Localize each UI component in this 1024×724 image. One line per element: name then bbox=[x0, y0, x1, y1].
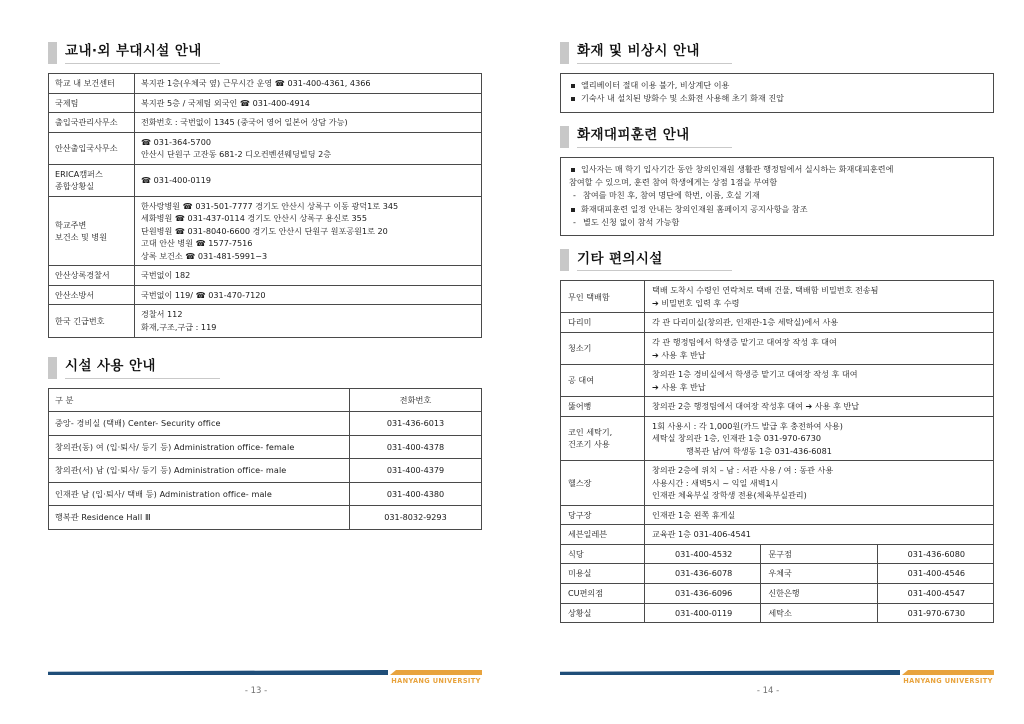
value-line: 화재,구조,구급 : 119 bbox=[141, 321, 217, 332]
amenity-name: 문구점 bbox=[761, 544, 877, 564]
table-row bbox=[49, 506, 482, 530]
right-page bbox=[512, 0, 1024, 724]
amenity-name: 상황실 bbox=[561, 603, 645, 623]
row-value bbox=[135, 196, 482, 266]
notice-bullet: 화재대피훈련 일정 안내는 창의인재원 홈페이지 공지사항을 참조 bbox=[569, 203, 985, 216]
table-row bbox=[561, 564, 994, 584]
notice-subitem: - 참여를 마친 후, 참여 명단에 학번, 이름, 호실 기재 bbox=[569, 189, 985, 202]
value-line: ➔ 비밀번호 입력 후 수령 bbox=[652, 297, 740, 308]
amenity-name: 세탁소 bbox=[761, 603, 877, 623]
amenity-name: 우체국 bbox=[761, 564, 877, 584]
section-title: 화재대피훈련 안내 bbox=[577, 128, 732, 148]
row-value: 복지관 5층 / 국제팀 외국인 ☎ 031-400-4914 bbox=[135, 93, 482, 113]
university-logo: HANYANG UNIVERSITY bbox=[391, 677, 481, 685]
table-row bbox=[49, 266, 482, 286]
heading-bar-icon bbox=[560, 126, 569, 148]
row-label: 학교 내 보건센터 bbox=[49, 74, 135, 94]
value-line: 경찰서 112 bbox=[141, 309, 183, 320]
usage-name: 창의관(서) 남 (입·퇴사/ 등기 등) Administration office- male bbox=[49, 459, 350, 483]
row-label: 안산출입국사무소 bbox=[49, 132, 135, 164]
left-page-footer bbox=[0, 658, 512, 724]
value-line: 행복관 남/여 학생동 1층 031-436-6081 bbox=[686, 445, 832, 456]
row-label: 한국 긴급번호 bbox=[49, 305, 135, 337]
value-line: 창의관 1층 경비실에서 학생증 맡기고 대여장 작성 후 대여 bbox=[652, 369, 858, 380]
footer-orange-bar bbox=[902, 670, 994, 675]
value-line: 상록 보건소 ☎ 031-481-5991−3 bbox=[141, 250, 268, 261]
row-value: 창의관 2층 행정팀에서 대여장 작성후 대여 ➔ 사용 후 반납 bbox=[645, 397, 994, 417]
row-label: 국제팀 bbox=[49, 93, 135, 113]
row-value: 전화번호 : 국번없이 1345 (중국어 영어 일본어 상담 가능) bbox=[135, 113, 482, 133]
row-value bbox=[645, 365, 994, 397]
row-label: 다리미 bbox=[561, 313, 645, 333]
section-title: 교내·외 부대시설 안내 bbox=[65, 44, 220, 64]
amenity-phone: 031-400-0119 bbox=[645, 603, 761, 623]
footer-orange-bar bbox=[390, 670, 482, 675]
notice-bullet: 기숙사 내 설치된 방화수 및 소화전 사용해 초기 화재 진압 bbox=[569, 92, 985, 105]
usage-phone: 031-436-6013 bbox=[350, 412, 482, 436]
amenity-name: CU편의점 bbox=[561, 583, 645, 603]
usage-name: 인재관 남 (입·퇴사/ 택배 등) Administration office- male bbox=[49, 482, 350, 506]
amenity-phone: 031-400-4532 bbox=[645, 544, 761, 564]
table-row bbox=[561, 525, 994, 545]
row-value bbox=[645, 281, 994, 313]
section-heading-other-amenities bbox=[560, 249, 994, 271]
value-line: 창의관 2층에 위치 – 남 : 서관 사용 / 여 : 동관 사용 bbox=[652, 465, 834, 476]
university-logo: HANYANG UNIVERSITY bbox=[903, 677, 993, 685]
table-row bbox=[561, 603, 994, 623]
value-line: 사용시간 : 새벽5시 ~ 익일 새벽1시 bbox=[652, 477, 779, 488]
value-line: 각 관 행정팀에서 학생증 맡기고 대여장 작성 후 대여 bbox=[652, 337, 837, 347]
section-heading-campus-facilities bbox=[48, 42, 482, 64]
row-value: 각 관 다리미실(창의관, 인재관-1층 세탁실)에서 사용 bbox=[645, 313, 994, 333]
footer-rule bbox=[560, 670, 994, 675]
spacer bbox=[48, 338, 482, 357]
section-heading-fire-drill bbox=[560, 126, 994, 148]
label-line: 코인 세탁기, bbox=[568, 426, 613, 437]
section-heading-fire-emergency bbox=[560, 42, 994, 64]
table-row bbox=[561, 544, 994, 564]
table-row bbox=[49, 482, 482, 506]
row-label: 뚫어뻥 bbox=[561, 397, 645, 417]
section-title: 시설 사용 안내 bbox=[65, 359, 220, 379]
table-row bbox=[561, 281, 994, 313]
row-value: 인재관 1층 왼쪽 휴게실 bbox=[645, 505, 994, 525]
usage-phone: 031-400-4379 bbox=[350, 459, 482, 483]
value-line: ➔ 사용 후 반납 bbox=[652, 349, 706, 360]
table-row bbox=[49, 196, 482, 266]
amenity-phone: 031-970-6730 bbox=[877, 603, 993, 623]
other-amenities-table bbox=[560, 280, 994, 623]
notice-bullet: 입사자는 매 학기 입사기간 동안 창의인재원 생활관 행정팀에서 실시하는 화재대피훈련에 bbox=[569, 163, 985, 176]
row-value bbox=[645, 416, 994, 461]
usage-phone: 031-400-4380 bbox=[350, 482, 482, 506]
row-value bbox=[645, 333, 994, 365]
usage-name: 중앙- 경비실 (택배) Center- Security office bbox=[49, 412, 350, 436]
amenity-name: 신한은행 bbox=[761, 583, 877, 603]
row-label: 무인 택배함 bbox=[561, 281, 645, 313]
row-label: 공 대여 bbox=[561, 365, 645, 397]
table-row bbox=[49, 459, 482, 483]
right-page-footer bbox=[512, 658, 1024, 724]
row-value: 복지관 1층(우체국 옆) 근무시간 운영 ☎ 031-400-4361, 4366 bbox=[135, 74, 482, 94]
spacer bbox=[560, 113, 994, 126]
table-row bbox=[561, 365, 994, 397]
amenity-name: 미용실 bbox=[561, 564, 645, 584]
amenity-phone: 031-436-6078 bbox=[645, 564, 761, 584]
row-value: 국번없이 119/ ☎ 031-470-7120 bbox=[135, 285, 482, 305]
amenity-phone: 031-436-6096 bbox=[645, 583, 761, 603]
usage-phone: 031-400-4378 bbox=[350, 435, 482, 459]
column-header-gubun: 구 분 bbox=[49, 388, 350, 412]
notice-subitem: - 별도 신청 없이 참석 가능함 bbox=[569, 216, 985, 229]
fire-emergency-notice-box bbox=[560, 73, 994, 113]
label-line: 보건소 및 병원 bbox=[55, 232, 108, 243]
value-line: 단원병원 ☎ 031-8040-6600 경기도 안산시 단원구 원포공원1로 20 bbox=[141, 225, 388, 236]
table-row bbox=[49, 113, 482, 133]
row-label: 세븐일레븐 bbox=[561, 525, 645, 545]
section-heading-facility-usage bbox=[48, 357, 482, 379]
footer-rule bbox=[48, 670, 482, 675]
table-row bbox=[561, 505, 994, 525]
table-row bbox=[49, 164, 482, 196]
table-row bbox=[561, 333, 994, 365]
row-label bbox=[49, 164, 135, 196]
facility-usage-table bbox=[48, 388, 482, 530]
value-line: 택배 도착시 수령인 연락처로 택배 건물, 택배함 비밀번호 전송됨 bbox=[652, 285, 879, 296]
label-line: 건조기 사용 bbox=[568, 439, 610, 450]
row-label: 안산소방서 bbox=[49, 285, 135, 305]
value-line: 한사랑병원 ☎ 031-501-7777 경기도 안산시 상록구 이동 광덕1로 345 bbox=[141, 200, 399, 211]
value-line: 1회 사용시 : 각 1,000원(카드 발급 후 충전하여 사용) bbox=[652, 420, 843, 431]
section-title: 화재 및 비상시 안내 bbox=[577, 44, 732, 64]
usage-name: 창의관(동) 여 (입·퇴사/ 등기 등) Administration office- female bbox=[49, 435, 350, 459]
notice-bullet: 엘리베이터 절대 이용 불가, 비상계단 이용 bbox=[569, 79, 985, 92]
heading-bar-icon bbox=[560, 42, 569, 64]
row-label: 헬스장 bbox=[561, 461, 645, 506]
row-value: 국번없이 182 bbox=[135, 266, 482, 286]
table-row bbox=[49, 435, 482, 459]
table-header-row bbox=[49, 388, 482, 412]
row-value bbox=[135, 305, 482, 337]
row-label: 안산상록경찰서 bbox=[49, 266, 135, 286]
campus-facilities-table bbox=[48, 73, 482, 338]
table-row bbox=[561, 416, 994, 461]
label-line: ERICA캠퍼스 bbox=[55, 168, 103, 179]
row-label: 출입국관리사무소 bbox=[49, 113, 135, 133]
value-line: 안산시 단원구 고잔동 681-2 디오컨벤션웨딩빌딩 2층 bbox=[141, 149, 332, 160]
spacer bbox=[560, 236, 994, 249]
footer-blue-bar bbox=[560, 670, 900, 675]
amenity-phone: 031-400-4547 bbox=[877, 583, 993, 603]
amenity-phone: 031-400-4546 bbox=[877, 564, 993, 584]
table-row bbox=[49, 305, 482, 337]
value-line: 고대 안산 병원 ☎ 1577-7516 bbox=[141, 238, 253, 249]
heading-bar-icon bbox=[48, 42, 57, 64]
table-row bbox=[561, 583, 994, 603]
row-label: 당구장 bbox=[561, 505, 645, 525]
row-value bbox=[645, 461, 994, 506]
row-label: 청소기 bbox=[561, 333, 645, 365]
footer-blue-bar bbox=[48, 670, 388, 675]
fire-drill-notice-box bbox=[560, 157, 994, 237]
value-line: ➔ 사용 후 반납 bbox=[652, 381, 706, 392]
row-label bbox=[561, 416, 645, 461]
amenity-name: 식당 bbox=[561, 544, 645, 564]
usage-name: 행복관 Residence Hall Ⅲ bbox=[49, 506, 350, 530]
table-row bbox=[561, 397, 994, 417]
usage-phone: 031-8032-9293 bbox=[350, 506, 482, 530]
table-row bbox=[49, 285, 482, 305]
column-header-phone: 전화번호 bbox=[350, 388, 482, 412]
value-line: 인재관 체육부실 장학생 전용(체육부실관리) bbox=[652, 490, 807, 501]
table-row bbox=[49, 412, 482, 436]
row-value: ☎ 031-400-0119 bbox=[135, 164, 482, 196]
row-value: 교육관 1층 031-406-4541 bbox=[645, 525, 994, 545]
table-row bbox=[561, 313, 994, 333]
table-row bbox=[49, 74, 482, 94]
notice-bullet-continuation: 참여할 수 있으며, 훈련 참여 학생에게는 상점 1점을 부여함 bbox=[569, 177, 778, 188]
label-line: 학교주변 bbox=[55, 219, 87, 230]
heading-bar-icon bbox=[48, 357, 57, 379]
table-row bbox=[561, 461, 994, 506]
value-line: ☎ 031-364-5700 bbox=[141, 136, 211, 147]
row-value bbox=[135, 132, 482, 164]
page-number: - 14 - bbox=[756, 686, 780, 696]
row-label bbox=[49, 196, 135, 266]
heading-bar-icon bbox=[560, 249, 569, 271]
page-number: - 13 - bbox=[244, 686, 268, 696]
table-row bbox=[49, 93, 482, 113]
value-line: 세탁실 창의관 1층, 인재관 1층 031-970-6730 bbox=[652, 433, 822, 444]
label-line: 종합상황실 bbox=[55, 181, 95, 192]
section-title: 기타 편의시설 bbox=[577, 252, 732, 272]
amenity-phone: 031-436-6080 bbox=[877, 544, 993, 564]
value-line: 세화병원 ☎ 031-437-0114 경기도 안산시 상록구 용신로 355 bbox=[141, 213, 367, 224]
table-row bbox=[49, 132, 482, 164]
